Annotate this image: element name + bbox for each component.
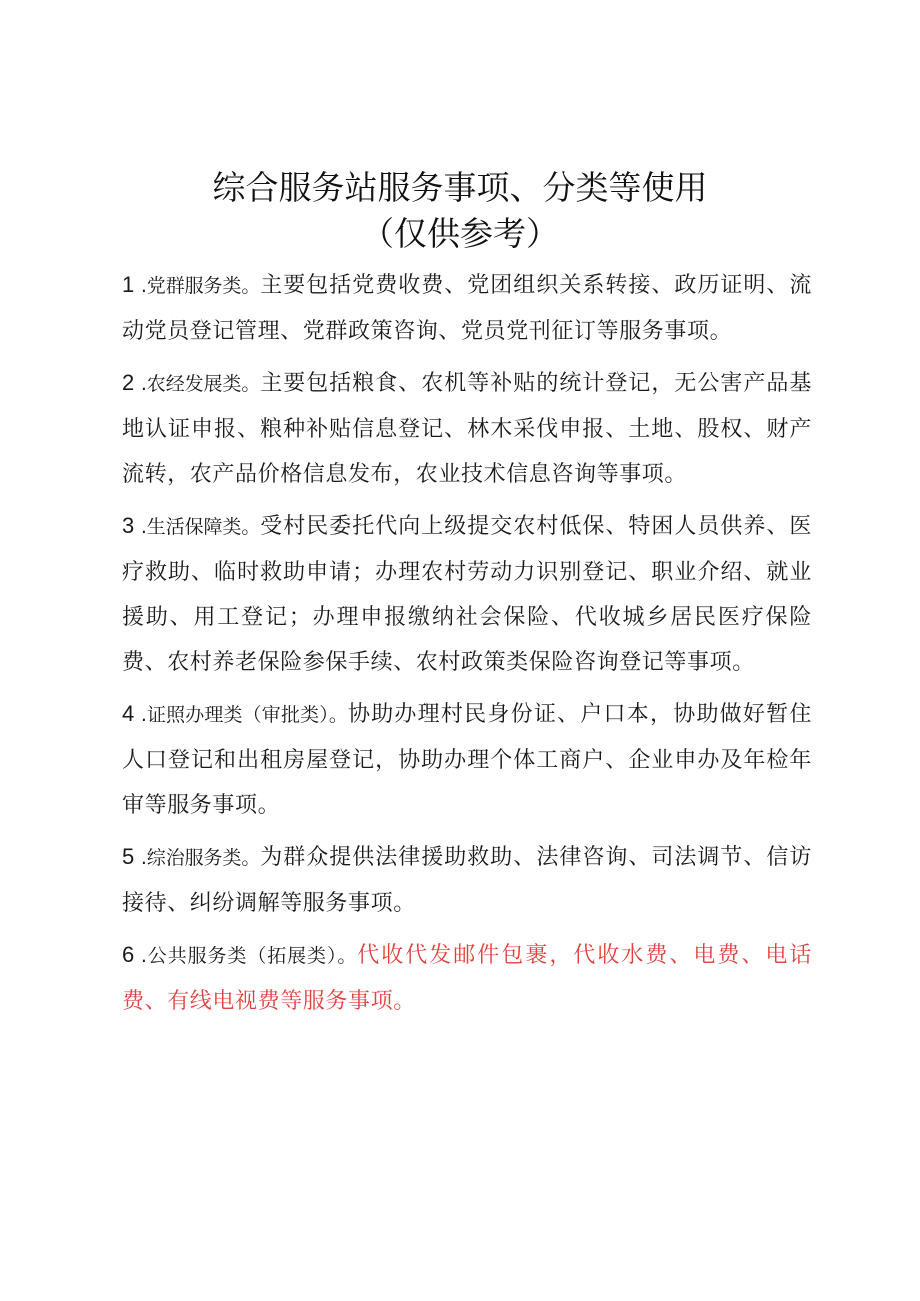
item-category: .综治服务类。 <box>140 847 261 869</box>
item-category: .党群服务类。 <box>140 275 261 297</box>
item-number: 3 <box>122 513 135 538</box>
item-number: 4 <box>122 701 135 726</box>
service-item-2 <box>122 360 812 497</box>
service-item-5 <box>122 834 812 926</box>
service-item-6 <box>122 932 812 1024</box>
item-category: .生活保障类。 <box>140 516 261 538</box>
item-category: .公共服务类（拓展类）。 <box>140 945 358 967</box>
item-description: 主要包括粮食、农机等补贴的统计登记，无公害产品基地认证申报、粮种补贴信息登记、林木采伐申报、土地、股权、财产流转，农产品价格信息发布，农业技术信息咨询等事项。 <box>122 371 812 487</box>
item-category: .证照办理类（审批类）。 <box>140 704 348 726</box>
item-description: 主要包括党费收费、党团组织关系转接、政历证明、流动党员登记管理、党群政策咨询、党员党刊征订等服务事项。 <box>122 273 812 344</box>
service-item-list <box>122 262 812 1030</box>
document-title: 综合服务站服务事项、分类等使用 <box>212 168 708 207</box>
item-category: .农经发展类。 <box>140 373 261 395</box>
item-number: 1 <box>122 272 135 297</box>
item-number: 6 <box>122 942 135 967</box>
service-item-4 <box>122 691 812 828</box>
item-description: 为群众提供法律援助救助、法律咨询、司法调节、信访接待、纠纷调解等服务事项。 <box>122 845 812 916</box>
item-description: 代收代发邮件包裹，代收水费、电费、电话费、有线电视费等服务事项。 <box>122 943 812 1014</box>
document-subtitle: （仅供参考） <box>361 214 559 253</box>
service-item-1 <box>122 262 812 354</box>
item-number: 5 <box>122 844 135 869</box>
item-description: 协助办理村民身份证、户口本，协助做好暂住人口登记和出租房屋登记，协助办理个体工商户、企业申办及年检年审等服务事项。 <box>122 702 812 818</box>
service-item-3 <box>122 503 812 685</box>
item-number: 2 <box>122 370 135 395</box>
item-description: 受村民委托代向上级提交农村低保、特困人员供养、医疗救助、临时救助申请；办理农村劳动力识别登记、职业介绍、就业援助、用工登记；办理申报缴纳社会保险、代收城乡居民医疗保险费、农村养老保险参保手续、农村政策类保险咨询登记等事项。 <box>122 514 812 675</box>
